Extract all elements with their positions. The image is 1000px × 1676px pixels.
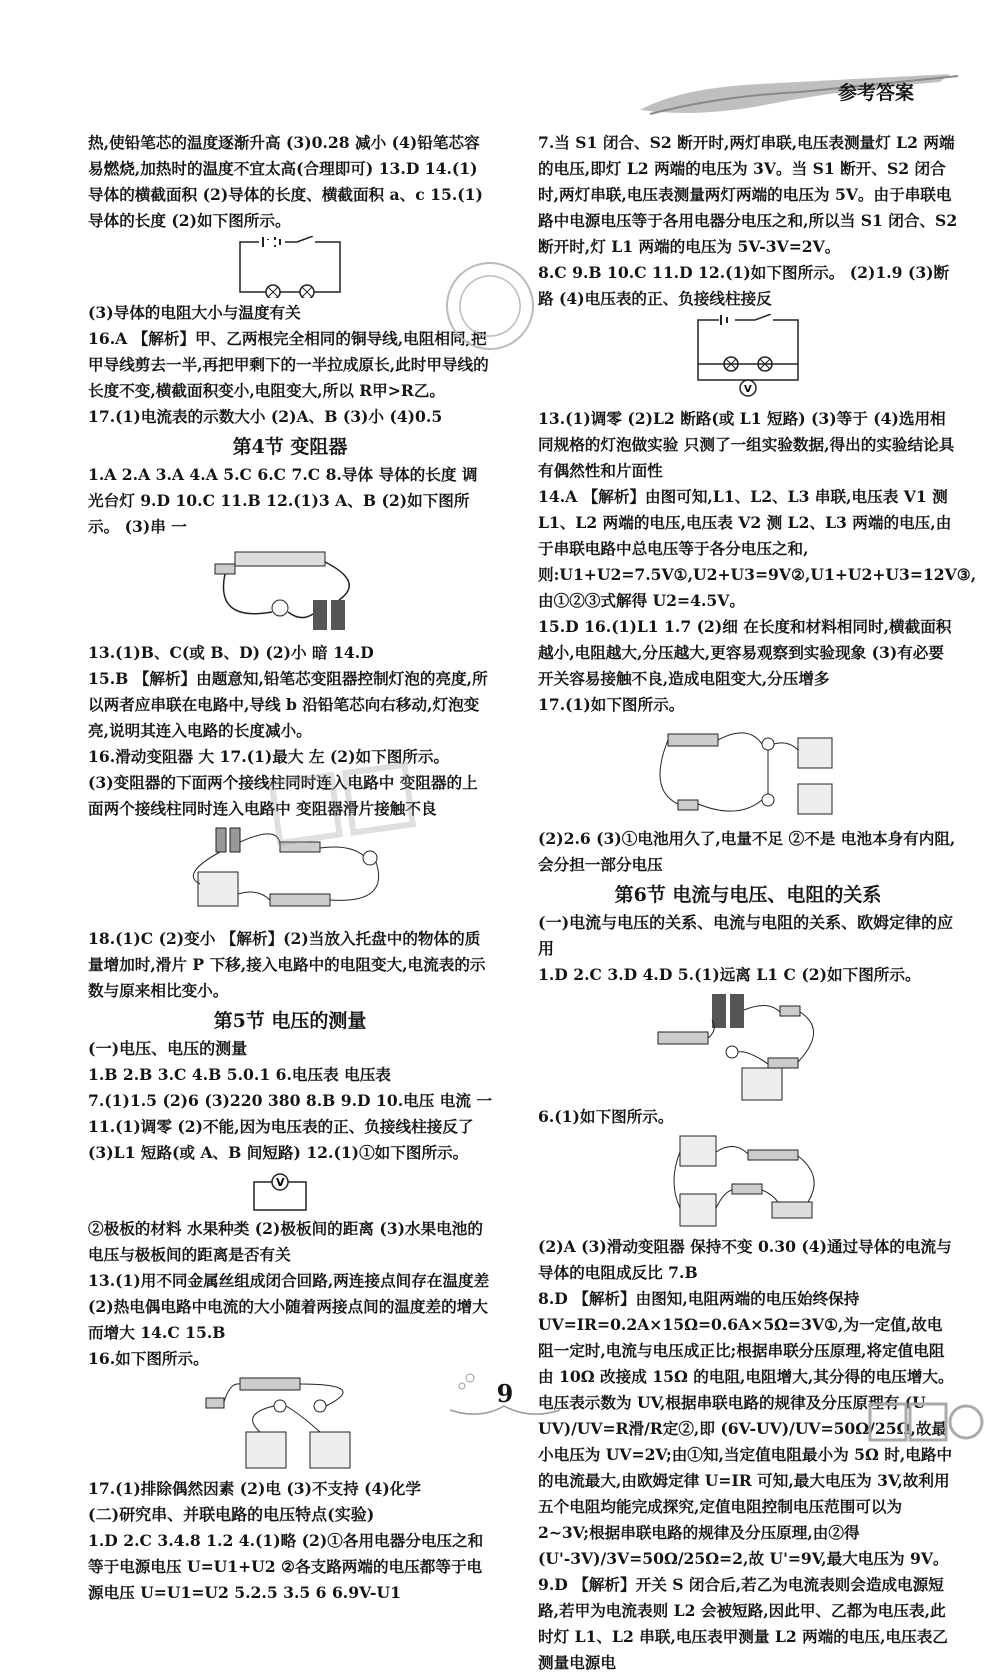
right-answer-block: 9.D 【解析】开关 S 闭合后,若乙为电流表则会造成电源短路,若甲为电流表则 L2 会被短路,因此甲、乙都为电压表,此时灯 L1、L2 串联,电压表甲测量 L2 两端的电压,电压表乙测量电源电 [538,1575,948,1672]
ohm-law-figure-1 [648,990,848,1102]
page-number-flourish-icon [440,1360,570,1420]
left-column [88,130,492,1606]
left-answer-block: (3)变阻器的下面两个接线柱同时连入电路中 变阻器的上面两个接线柱同时连入电路中 变阻器滑片接触不良 [88,773,478,818]
right-answer-block: 8.D 【解析】由图知,电阻两端的电压始终保持 UV=IR=0.2A×15Ω=0.6A×5Ω=3V①,为一定值,故电阻一定时,电流与电压成正比;根据串联分压原理,将定值电阻由 10Ω 改接成 15Ω 的电阻,电阻增大,其分得的电压增大。电压表示数为 UV,根据串联电路的规律及分压原理有 (U-UV)/UV=R滑/R定②,即 (6V-UV)/UV=50Ω/25Ω,故最小电压为 UV=2V;由①知,当定值电阻最小为 5Ω 时,电路中的电流最大,由欧姆定律 U=IR 可知,最大电压为 3V,故利用五个电阻均能完成探究,定值电阻控制电压范围可以为 2~3V;根据串联电路的规律及分压原理,由②得 (U'-3V)/3V=50Ω/25Ω=2,故 U'=9V,最大电压为 9V。 [538,1289,954,1568]
section-title: 第5节 电压的测量 [213,1010,367,1032]
left-answer-block: 17.(1)电流表的示数大小 (2)A、B (3)小 (4)0.5 [88,407,443,426]
right-answer-block: 6.(1)如下图所示。 [538,1107,674,1126]
svg-text:V: V [744,384,752,395]
left-answer-block: 13.(1)用不同金属丝组成闭合回路,两连接点间存在温度差 (2)热电偶电路中电流的大小随着两接点间的温度差的增大而增大 14.C 15.B [88,1271,490,1342]
left-answer-block: 18.(1)C (2)变小 【解析】(2)当放入托盘中的物体的质量增加时,滑片 P 下移,接入电路中的电阻变大,电流表的示数与原来相比变小。 [88,929,486,1000]
page-number-text: 9 [496,1379,514,1408]
voltmeter-circuit-figure [693,314,803,404]
right-answer-block: 17.(1)如下图所示。 [538,695,685,714]
subsection-title: (二)研究串、并联电路的电压特点(实验) [88,1505,375,1524]
header-title: 参考答案 [837,82,914,104]
section-title: 第4节 变阻器 [232,436,348,458]
voltmeter-figure [250,1168,330,1214]
left-answer-block: 16.滑动变阻器 大 17.(1)最大 左 (2)如下图所示。 [88,747,450,766]
left-answer-block: ②极板的材料 水果种类 (2)极板间的距离 (3)水果电池的电压与极板间的距离是否有关 [88,1219,483,1264]
series-circuit-figure [235,236,345,298]
right-answer-block: 1.D 2.C 3.D 4.D 5.(1)远离 L1 C (2)如下图所示。 [538,965,921,984]
subsection-title: (一)电流与电压的关系、电流与电阻的关系、欧姆定律的应用 [538,913,954,958]
right-answer-block: (2)2.6 (3)①电池用久了,电量不足 ②不是 电池本身有内阻,会分担一部分电压 [538,829,956,874]
corner-logo [866,1400,986,1467]
left-answer-block: 1.B 2.B 3.C 4.B 5.0.1 6.电压表 电压表 [88,1065,391,1084]
right-answer-block: (2)A (3)滑动变阻器 保持不变 0.30 (4)通过导体的电流与导体的电阻成反比 7.B [538,1237,952,1282]
logo-icon [866,1400,986,1460]
left-answer-block: 15.B 【解析】由题意知,铅笔芯变阻器控制灯泡的亮度,所以两者应串联在电路中,导线 b 沿铅笔芯向右移动,灯泡变亮,说明其连入电路的长度减小。 [88,669,488,740]
right-answer-block: 14.A 【解析】由图可知,L1、L2、L3 串联,电压表 V1 测 L1、L2 两端的电压,电压表 V2 测 L2、L3 两端的电压,由于串联电路中总电压等于各分电压之和,则:U1+U2=7.5V①,U2+U3=9V②,U1+U2+U3=12V③,由①②③式解得 U2=4.5V。 [538,487,977,610]
right-answer-block: 8.C 9.B 10.C 11.D 12.(1)如下图所示。 (2)1.9 (3)断路 (4)电压表的正、负接线柱接反 [538,263,950,308]
left-answer-block: 1.A 2.A 3.A 4.A 5.C 6.C 7.C 8.导体 导体的长度 调光台灯 9.D 10.C 11.B 12.(1)3 A、B (2)如下图所示。 (3)串 一 [88,465,478,536]
left-answer-block: 热,使铅笔芯的温度逐渐升高 (3)0.28 减小 (4)铅笔芯容易燃烧,加热时的温度不宜太高(合理即可) 13.D 14.(1)导体的横截面积 (2)导体的长度、横截面积 a、c 15.(1)导体的长度 (2)如下图所示。 [88,133,483,230]
two-voltmeter-figure [200,1374,380,1474]
rheostat-circuit-figure [205,542,375,638]
page-header [640,70,960,122]
right-answer-block: 15.D 16.(1)L1 1.7 (2)细 在长度和材料相同时,横截面积越小,电阻越大,分压越大,更容易观察到实验现象 (3)有必要 开关容易接触不良,造成电阻变大,分压增多 [538,617,952,688]
left-answer-block: 16.A 【解析】甲、乙两根完全相同的铜导线,电阻相同,把甲导线剪去一半,再把甲剩下的一半拉成原长,此时甲导线的长度不变,横截面积变小,电阻变大,所以 R甲>R乙。 [88,329,489,400]
left-answer-block: 13.(1)B、C(或 B、D) (2)小 暗 14.D [88,643,374,662]
svg-text:V: V [276,1176,285,1189]
right-answer-block: 13.(1)调零 (2)L2 断路(或 L1 短路) (3)等于 (4)选用相同规格的灯泡做实验 只测了一组实验数据,得出的实验结论具有偶然性和片面性 [538,409,955,480]
left-answer-block: 1.D 2.C 3.4.8 1.2 4.(1)略 (2)①各用电器分电压之和等于电源电压 U=U1+U2 ②各支路两端的电压都等于电源电压 U=U1=U2 5.2.5 3.5 6 6.9V-U1 [88,1531,484,1602]
ohm-law-figure-2 [668,1132,828,1232]
series-lamps-figure [648,720,848,824]
left-answer-block: 16.如下图所示。 [88,1349,209,1368]
left-answer-block: 7.(1)1.5 (2)6 (3)220 380 8.B 9.D 10.电压 电流 一 11.(1)调零 (2)不能,因为电压表的正、负接线柱接反了 (3)L1 短路(或 A、B 间短路) 12.(1)①如下图所示。 [88,1091,492,1162]
left-answer-block: 17.(1)排除偶然因素 (2)电 (3)不支持 (4)化学 [88,1479,421,1498]
section-title: 第6节 电流与电压、电阻的关系 [614,884,882,906]
subsection-title: (一)电压、电压的测量 [88,1039,248,1058]
right-answer-block: 7.当 S1 闭合、S2 断开时,两灯串联,电压表测量灯 L2 两端的电压,即灯 L2 两端的电压为 3V。当 S1 断开、S2 闭合时,两灯串联,电压表测量两灯两端的电压为 5V。由于串联电路中电源电压等于各用电器分电压之和,所以当 S1 闭合、S2 断开时,灯 L1 两端的电压为 5V-3V=2V。 [538,133,958,256]
left-answer-block: (3)导体的电阻大小与温度有关 [88,303,301,322]
